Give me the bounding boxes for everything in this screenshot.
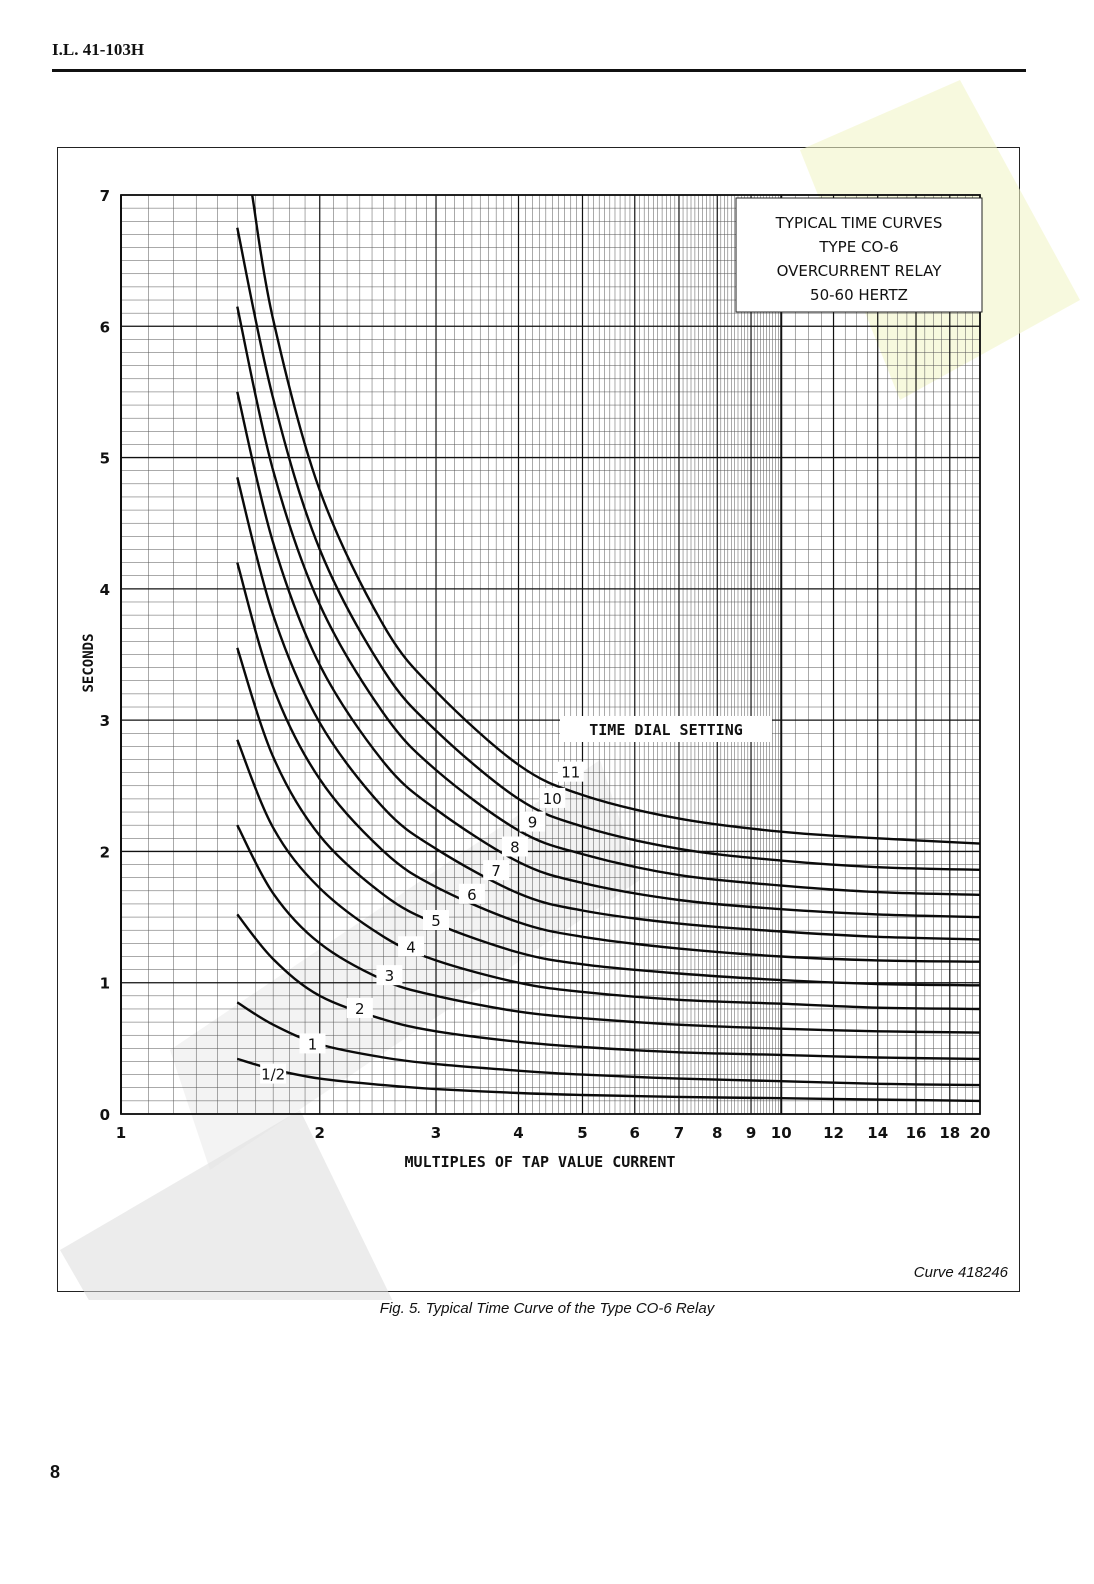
curve-label: 9 xyxy=(527,813,538,832)
x-tick-label: 16 xyxy=(905,1124,927,1142)
y-tick-label: 4 xyxy=(99,580,110,599)
x-tick-label: 1 xyxy=(115,1124,127,1142)
curve-6 xyxy=(237,563,980,962)
chart-title-line-2: TYPE CO-6 xyxy=(819,238,899,256)
x-tick-label: 2 xyxy=(314,1124,325,1142)
x-tick-label: 6 xyxy=(629,1124,640,1142)
curve-label: 10 xyxy=(542,789,562,808)
chart-title-line-4: 50-60 HERTZ xyxy=(810,286,908,304)
y-tick-label: 5 xyxy=(99,449,110,468)
x-tick-label: 8 xyxy=(712,1124,723,1142)
x-axis-label: MULTIPLES OF TAP VALUE CURRENT xyxy=(404,1153,676,1171)
curve-label: 6 xyxy=(467,885,477,904)
figure-caption: Fig. 5. Typical Time Curve of the Type CO-6 Relay xyxy=(379,1300,715,1317)
document-id: I.L. 41-103H xyxy=(52,40,145,59)
x-tick-label: 10 xyxy=(770,1124,792,1142)
time-dial-setting-label: TIME DIAL SETTING xyxy=(589,721,743,739)
curve-label: 1 xyxy=(307,1035,318,1054)
curve-label: 8 xyxy=(510,838,520,857)
x-tick-label: 12 xyxy=(823,1124,844,1142)
grid-minor-lines xyxy=(121,195,980,1114)
y-tick-labels xyxy=(100,187,110,1124)
y-tick-label: 3 xyxy=(99,712,110,731)
curve-label: 3 xyxy=(384,967,395,986)
page-number: 8 xyxy=(50,1462,61,1482)
y-tick-label: 7 xyxy=(99,187,110,205)
annotation-box xyxy=(560,716,772,742)
x-tick-label: 4 xyxy=(513,1124,524,1142)
curve-label: 7 xyxy=(491,862,501,881)
x-tick-label: 20 xyxy=(969,1124,991,1142)
y-tick-label: 2 xyxy=(99,843,110,862)
x-tick-label: 5 xyxy=(577,1124,588,1142)
curve-label: 1/2 xyxy=(261,1065,286,1084)
x-tick-label: 3 xyxy=(430,1124,442,1142)
curve-label: 5 xyxy=(431,912,441,931)
chart-title-line-1: TYPICAL TIME CURVES xyxy=(775,214,943,232)
y-tick-label: 1 xyxy=(99,974,110,993)
x-tick-label: 7 xyxy=(673,1124,685,1142)
curve-label: 4 xyxy=(406,938,416,957)
curve-label: 2 xyxy=(355,999,365,1018)
chart-title-box xyxy=(736,198,982,312)
y-tick-label: 6 xyxy=(99,318,110,337)
x-tick-label: 14 xyxy=(867,1124,889,1142)
x-tick-label: 9 xyxy=(745,1124,757,1142)
y-tick-label: 0 xyxy=(99,1106,110,1124)
x-tick-label: 18 xyxy=(939,1124,961,1142)
chart-title-line-3: OVERCURRENT RELAY xyxy=(776,262,942,280)
curve-10 xyxy=(237,228,980,870)
curve-number: Curve 418246 xyxy=(913,1264,1008,1281)
curve-label: 11 xyxy=(561,763,581,782)
y-axis-label: SECONDS xyxy=(81,633,97,693)
